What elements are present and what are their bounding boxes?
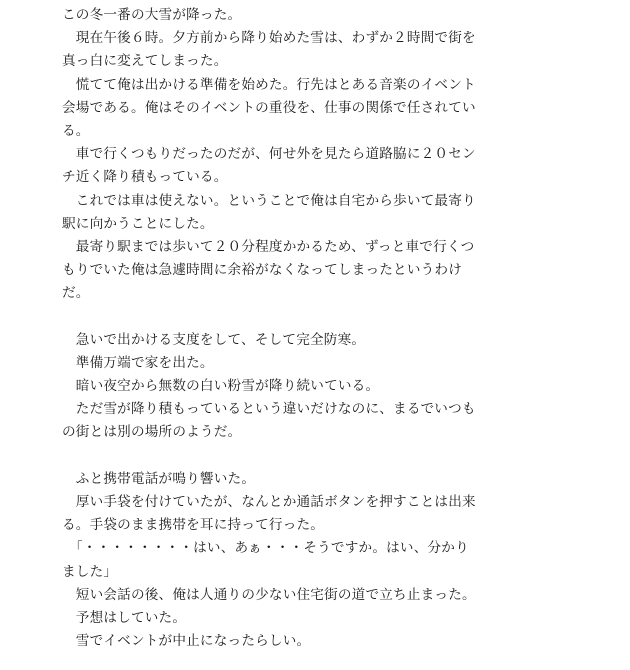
- text-line: チ近く降り積もっている。: [62, 169, 228, 186]
- text-line: 急いで出かける支度をして、そして完全防寒。: [62, 331, 366, 348]
- text-line: 厚い手袋を付けていたが、なんとか通話ボタンを押すことは出来: [62, 493, 476, 510]
- text-line: 「・・・・・・・・はい、あぁ・・・そうですか。はい、分かり: [62, 540, 469, 557]
- text-line: 雪でイベントが中止になったらしい。: [62, 633, 311, 650]
- text-line: 短い会話の後、俺は人通りの少ない住宅街の道で立ち止まった。: [62, 586, 476, 603]
- text-line: 現在午後６時。夕方前から降り始めた雪は、わずか２時間で街を: [62, 30, 476, 47]
- text-line: もりでいた俺は急遽時間に余裕がなくなってしまったというわけ: [62, 262, 463, 279]
- text-line: ただ雪が降り積もっているという違いだけなのに、まるでいつも: [62, 401, 476, 418]
- text-line: ふと携帯電話が鳴り響いた。: [62, 470, 256, 487]
- text-line: ました」: [62, 563, 118, 580]
- text-line: る。: [62, 122, 90, 139]
- text-line: 暗い夜空から無数の白い粉雪が降り続いている。: [62, 378, 380, 394]
- text-line: 駅に向かうことにした。: [62, 215, 214, 232]
- blank-line: [62, 305, 532, 328]
- blank-line: [62, 445, 532, 468]
- text-line: 慌てて俺は出かける準備を始めた。行先はとある音楽のイベント: [62, 76, 476, 93]
- text-line: 最寄り駅までは歩いて２０分程度かかるため、ずっと車で行くつ: [62, 238, 475, 255]
- text-line: 車で行くつもりだったのだが、何せ外を見たら道路脇に２０セン: [62, 146, 476, 163]
- text-line: 準備万端で家を出た。: [62, 354, 214, 371]
- text-line: 予想はしていた。: [62, 609, 187, 626]
- text-line: る。手袋のまま携帯を耳に持って行った。: [62, 517, 325, 534]
- text-line: この冬一番の大雪が降った。: [62, 7, 242, 23]
- text-line: これでは車は使えない。ということで俺は自宅から歩いて最寄り: [62, 192, 476, 209]
- text-line: だ。: [62, 285, 90, 302]
- text-line: の街とは別の場所のようだ。: [62, 424, 242, 441]
- text-line: 真っ白に変えてしまった。: [62, 53, 228, 70]
- body-text: [62, 4, 532, 653]
- text-line: 会場である。俺はそのイベントの重役を、仕事の関係で任されてい: [62, 99, 476, 116]
